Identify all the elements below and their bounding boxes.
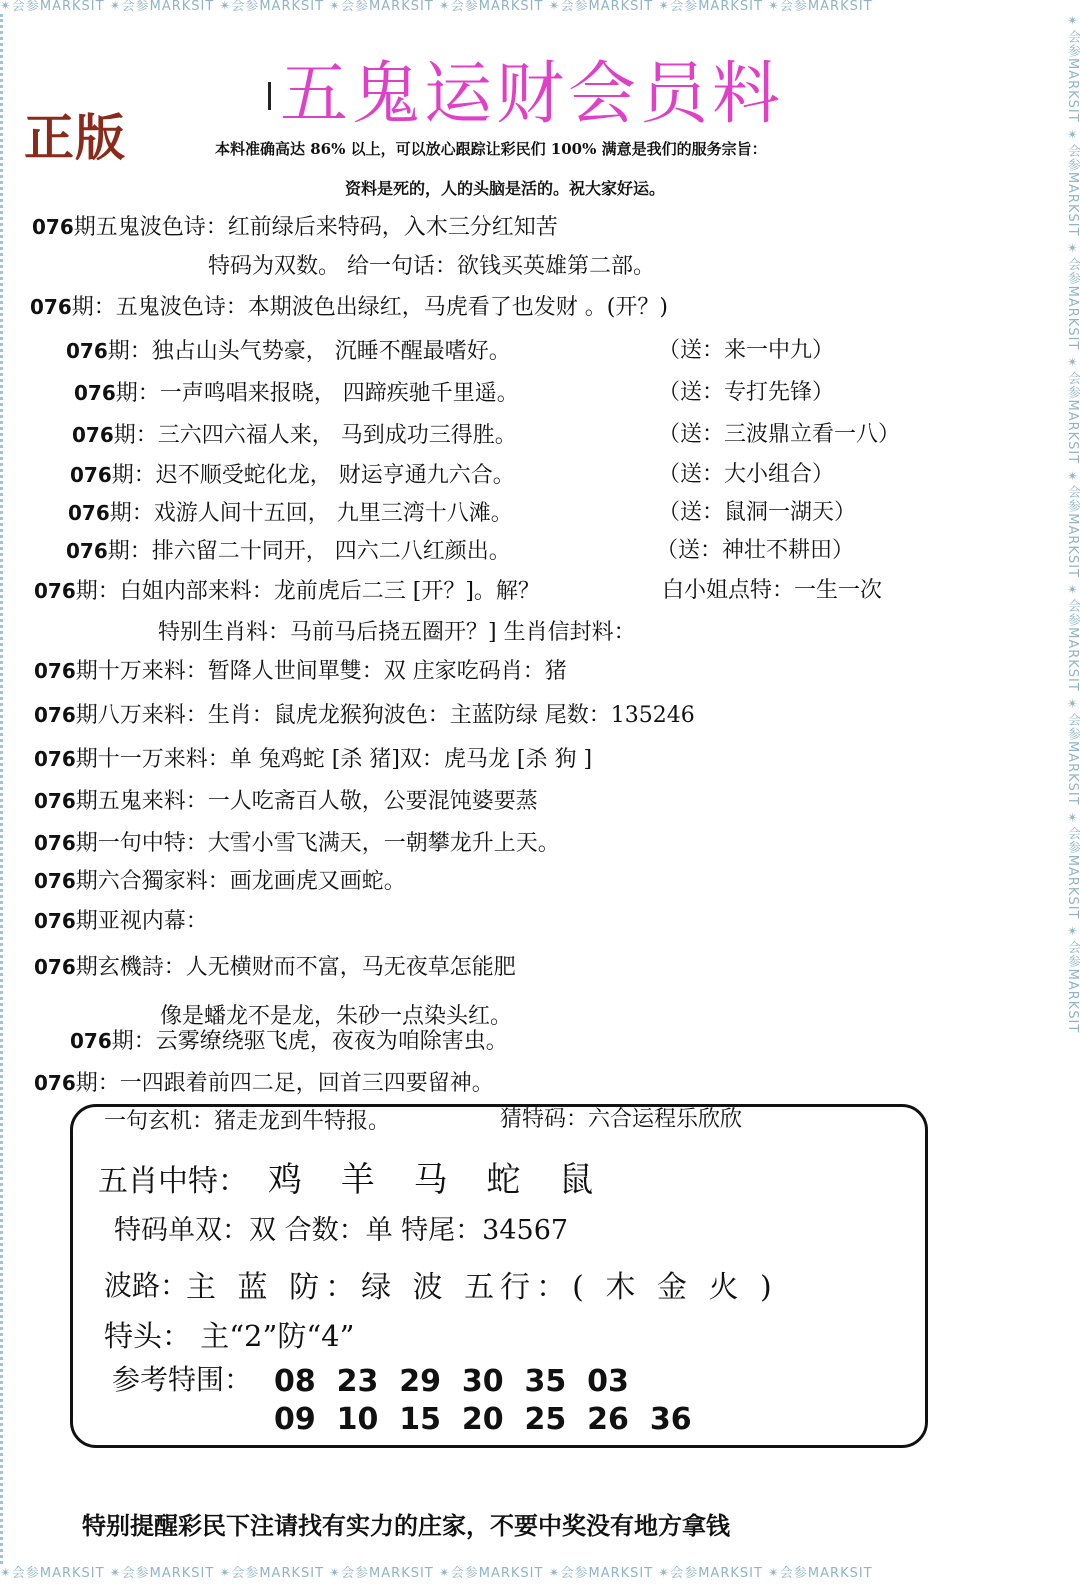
line-text: 期五鬼波色诗：红前绿后来特码，入木三分红知苦: [73, 215, 558, 240]
poem-gift-6: （送：神壮不耕田）: [656, 538, 855, 563]
issue-number: 076: [34, 955, 76, 979]
box-bolu: 主 蓝 防：绿 波 五行：( 木 金 火 ): [186, 1270, 778, 1305]
line-wugui-bose: [32, 212, 558, 243]
line-yashi: [34, 906, 208, 937]
issue-number: 076: [34, 747, 76, 771]
box-wuxiao-label: 五肖中特：: [98, 1164, 248, 1199]
watermark-right: ✴会参MARKSIT ✴会参MARKSIT ✴会参MARKSIT ✴会参MARKSIT ✴会参MARKSIT ✴会参MARKSIT ✴会参MARKSIT ✴会参MARKSIT ✴会参MARKSIT: [1065, 14, 1080, 1034]
line-panlong: 像是蟠龙不是龙，朱砂一点染头红。: [160, 1004, 513, 1029]
poem-gift-4: （送：大小组合）: [658, 462, 835, 487]
issue-number: 076: [34, 1071, 76, 1095]
line-text: 期亚视内幕：: [75, 909, 208, 934]
issue-number: 076: [34, 831, 76, 855]
line-yisi: [34, 1068, 494, 1099]
poem-gift-1: （送：来一中九）: [658, 338, 835, 363]
poem-line-2: [74, 378, 519, 409]
issue-number: 076: [32, 215, 74, 239]
box-cankao-row-2: 09 10 15 20 25 26 36: [274, 1402, 692, 1437]
line-text: 期玄機詩：人无横财而不富，马无夜草怎能肥: [75, 955, 516, 980]
line-text: 期：白姐内部来料：龙前虎后二三 [开？]。解？: [75, 579, 540, 604]
box-cankao-label: 参考特围：: [112, 1363, 253, 1396]
issue-number: 076: [34, 659, 76, 683]
line-text: 期：戏游人间十五回， 九里三湾十八滩。: [109, 501, 513, 526]
subtitle: 本料准确高达 86% 以上，可以放心跟踪让彩民们 100% 满意是我们的服务宗旨：: [215, 140, 767, 158]
box-wuxiao: 鸡 羊 马 蛇 鼠: [268, 1160, 608, 1200]
line-text: 期：三六四六福人来， 马到成功三得胜。: [113, 423, 517, 448]
line-text: 期一句中特：大雪小雪飞满天，一朝攀龙升上天。: [75, 831, 560, 856]
poem-gift-3: （送：三波鼎立看一八）: [658, 422, 901, 447]
issue-number: 076: [68, 501, 110, 525]
line-text: 期五鬼来料：一人吃斋百人敬，公要混饨婆要蒸: [75, 789, 538, 814]
line-yiju-zhongte: [34, 828, 560, 859]
text-cursor: [268, 82, 271, 110]
poem-line-1: [66, 336, 511, 367]
line-wugui-lailiao: [34, 786, 538, 817]
footer-reminder: 特别提醒彩民下注请找有实力的庄家，不要中奖没有地方拿钱: [82, 1511, 730, 1540]
issue-number: 076: [66, 339, 108, 363]
line-shengxiao: 特别生肖料：马前马后挠五圈开？] 生肖信封料：: [158, 620, 636, 645]
issue-number: 076: [70, 463, 112, 487]
issue-number: 076: [30, 295, 72, 319]
genuine-badge: 正版: [24, 108, 126, 167]
line-yunwu: [70, 1026, 508, 1057]
line-tema-shuang: 特码为双数。 给一句话：欲钱买英雄第二部。: [208, 254, 655, 279]
line-baijie: [34, 576, 540, 607]
line-shiwan: [34, 656, 567, 687]
issue-number: 076: [34, 789, 76, 813]
line-bawan: [34, 700, 695, 731]
watermark-left-border: [0, 14, 13, 1564]
issue-number: 076: [72, 423, 114, 447]
watermark-top: ✴会参MARKSIT ✴会参MARKSIT ✴会参MARKSIT ✴会参MARKSIT ✴会参MARKSIT ✴会参MARKSIT ✴会参MARKSIT ✴会参MARKSIT: [0, 0, 873, 14]
issue-number: 076: [70, 1029, 112, 1053]
poem-line-4: [70, 460, 515, 491]
box-xuanji: 一句玄机：猪走龙到牛特报。: [104, 1109, 391, 1134]
subtitle-2: 资料是死的，人的头脑是活的。祝大家好运。: [345, 179, 666, 198]
poem-line-6: [66, 536, 511, 567]
line-text: 期六合獨家料：画龙画虎又画蛇。: [75, 869, 406, 894]
issue-number: 076: [34, 909, 76, 933]
line-text: 期：排六留二十同开， 四六二八红颜出。: [107, 539, 511, 564]
line-text: 期：迟不顺受蛇化龙， 财运亨通九六合。: [111, 463, 515, 488]
issue-number: 076: [34, 869, 76, 893]
poem-line-5: [68, 498, 513, 529]
watermark-bottom: ✴会参MARKSIT ✴会参MARKSIT ✴会参MARKSIT ✴会参MARKSIT ✴会参MARKSIT ✴会参MARKSIT ✴会参MARKSIT ✴会参MARKSIT: [0, 1566, 873, 1581]
box-danshuang: 特码单双：双 合数：单 特尾：34567: [114, 1215, 569, 1246]
poem-line-3: [72, 420, 517, 451]
line-text: 期十万来料：暂降人世间單雙：双 庄家吃码肖：猪: [75, 659, 567, 684]
line-text: 期：一声鸣唱来报晓， 四蹄疾驰千里遥。: [115, 381, 519, 406]
poem-gift-2: （送：专打先锋）: [658, 380, 835, 405]
poem-gift-5: （送：鼠洞一湖天）: [658, 500, 857, 525]
line-text: 期八万来料：生肖：鼠虎龙猴狗波色：主蓝防绿 尾数：135246: [75, 703, 695, 728]
line-text: 期：五鬼波色诗：本期波色出绿红，马虎看了也发财 。(开？): [71, 295, 668, 320]
box-cankao-row-1: 08 23 29 30 35 03: [274, 1364, 629, 1399]
line-shiyiwan: [34, 744, 592, 775]
line-baixiaojie: 白小姐点特：一生一次: [662, 578, 883, 603]
issue-number: 076: [66, 539, 108, 563]
line-text: 期：一四跟着前四二足，回首三四要留神。: [75, 1071, 494, 1096]
issue-number: 076: [34, 579, 76, 603]
line-bose-shi: [30, 292, 668, 323]
line-liuhe: [34, 866, 406, 897]
line-text: 期：独占山头气势豪， 沉睡不醒最嗜好。: [107, 339, 511, 364]
line-text: 期十一万来料：单 兔鸡蛇 [杀 猪]双：虎马龙 [杀 狗 ]: [75, 747, 593, 772]
line-xuanji-shi: [34, 952, 516, 983]
issue-number: 076: [34, 703, 76, 727]
box-caitema: 猜特码：六合运程乐欣欣: [500, 1107, 743, 1132]
page-title: 五鬼运财会员料: [280, 55, 785, 134]
issue-number: 076: [74, 381, 116, 405]
box-tetou: 特头： 主“2”防“4”: [104, 1319, 355, 1353]
line-text: 期：云雾缭绕驱飞虎，夜夜为咱除害虫。: [111, 1029, 508, 1054]
box-bolu-label: 波路：: [104, 1269, 189, 1302]
